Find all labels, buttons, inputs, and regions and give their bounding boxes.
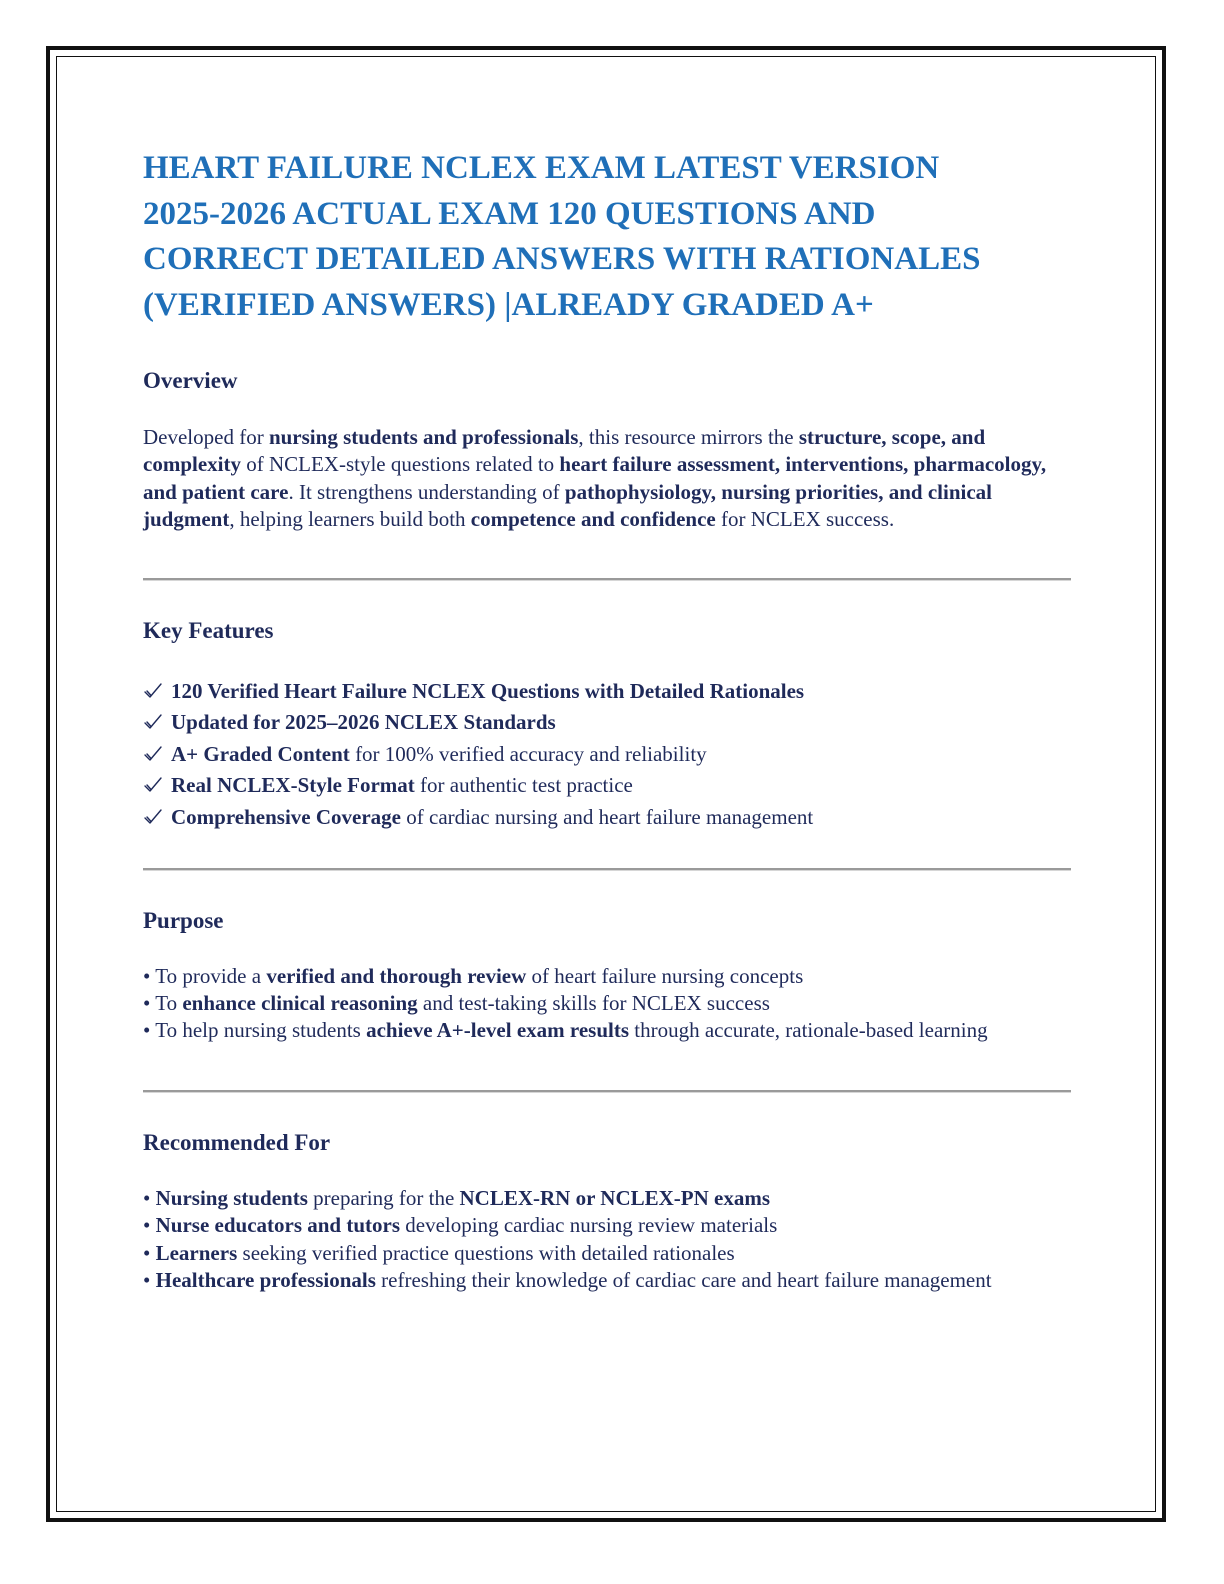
feature-title: Updated for 2025–2026 NCLEX Standards <box>171 710 556 735</box>
feature-item <box>143 802 1073 834</box>
feature-desc: for 100% verified accuracy and reliability <box>349 741 707 766</box>
overview-emphasis: pathophysiology, nursing priorities, and clinical judgment <box>143 479 992 532</box>
check-mark-icon <box>143 776 163 794</box>
title-line: (VERIFIED ANSWERS) |ALREADY GRADED A+ <box>143 286 874 323</box>
overview-text: for NCLEX success. <box>715 507 895 532</box>
key-features-heading: Key Features <box>143 617 274 643</box>
purpose-heading: Purpose <box>143 907 224 933</box>
overview-text: , helping learners build both <box>229 507 471 532</box>
overview-text: Developed for <box>143 425 269 449</box>
purpose-list <box>143 963 1073 1045</box>
check-mark-icon <box>143 745 163 763</box>
feature-item <box>143 770 1073 802</box>
recommended-item: • Nurse educators and tutors developing cardiac nursing review materials <box>143 1213 778 1238</box>
key-features-list <box>143 676 1073 834</box>
feature-title: 120 Verified Heart Failure NCLEX Questions with Detailed Rationales <box>171 678 805 703</box>
purpose-item: • To provide a verified and thorough review of heart failure nursing concepts <box>143 963 804 988</box>
recommended-item: • Nursing students preparing for the NCLEX-RN or NCLEX-PN exams <box>143 1185 771 1210</box>
purpose-item: • To help nursing students achieve A+-level exam results through accurate, rationale-based learning <box>143 1018 988 1043</box>
overview-text: of NCLEX-style questions related to <box>240 452 560 477</box>
recommended-item: • Learners seeking verified practice questions with detailed rationales <box>143 1240 735 1265</box>
check-mark-icon <box>143 808 163 826</box>
feature-item <box>143 676 1073 708</box>
feature-title: Real NCLEX-Style Format <box>171 773 415 798</box>
document-body <box>143 146 1073 1294</box>
overview-emphasis: competence and confidence <box>470 507 716 532</box>
overview-text: . It strengthens understanding of <box>288 479 565 504</box>
feature-item <box>143 739 1073 771</box>
overview-emphasis: nursing students and professionals <box>268 425 579 449</box>
overview-paragraph <box>143 424 1073 534</box>
feature-item <box>143 707 1073 739</box>
recommended-heading: Recommended For <box>143 1129 331 1155</box>
document-title <box>143 146 1073 328</box>
recommended-list <box>143 1185 1073 1295</box>
title-line: HEART FAILURE NCLEX EXAM LATEST VERSION <box>143 150 940 186</box>
purpose-item: • To enhance clinical reasoning and test-taking skills for NCLEX success <box>143 991 770 1015</box>
feature-title: A+ Graded Content <box>171 741 350 766</box>
feature-title: Comprehensive Coverage <box>171 805 401 829</box>
check-mark-icon <box>143 713 163 731</box>
check-mark-icon <box>143 682 163 700</box>
overview-heading: Overview <box>143 368 238 393</box>
overview-emphasis: heart failure assessment, interventions, pharmacology, and patient care <box>143 452 1047 504</box>
feature-desc: of cardiac nursing and heart failure management <box>401 805 814 829</box>
recommended-item: • Healthcare professionals refreshing their knowledge of cardiac care and heart failure management <box>143 1268 992 1293</box>
overview-text: , this resource mirrors the <box>578 425 799 449</box>
title-line: CORRECT DETAILED ANSWERS WITH RATIONALES <box>143 241 981 277</box>
overview-emphasis: structure, scope, and complexity <box>143 425 986 477</box>
title-line: 2025-2026 ACTUAL EXAM 120 QUESTIONS AND <box>143 195 876 232</box>
feature-desc: for authentic test practice <box>414 773 633 798</box>
